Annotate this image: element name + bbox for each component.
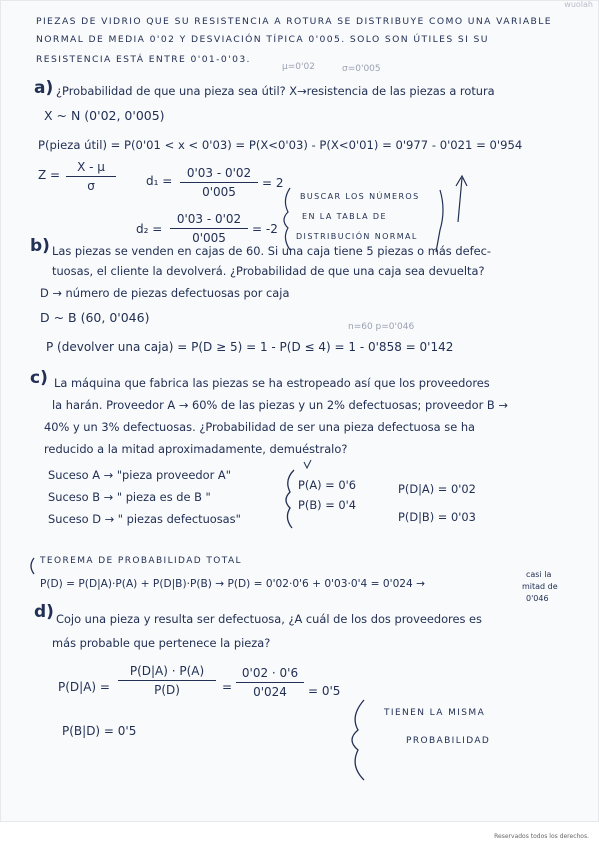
side-note-3: 0'046 bbox=[526, 594, 549, 603]
footer-rights: Reservados todos los derechos. bbox=[494, 833, 589, 840]
part-c-label: c) bbox=[30, 368, 48, 388]
part-a-note-3: DISTRIBUCIÓN NORMAL bbox=[296, 232, 418, 241]
suceso-b: Suceso B → " pieza es de B " bbox=[48, 490, 211, 504]
prob-a: P(A) = 0'6 bbox=[298, 478, 356, 492]
d2-numerator: 0'03 - 0'02 bbox=[176, 212, 242, 226]
bayes-value-fraction-bar bbox=[236, 682, 304, 683]
arrow-up-a bbox=[456, 176, 467, 222]
mu-note: μ=0'02 bbox=[282, 62, 315, 72]
d1-fraction-bar bbox=[180, 182, 258, 183]
d2-fraction-bar bbox=[170, 228, 248, 229]
part-b-line-3: D → número de piezas defectuosas por caja bbox=[40, 286, 290, 300]
d2-fraction bbox=[170, 212, 248, 245]
part-c-line-4: reducido a la mitad aproximadamente, demuéstralo? bbox=[44, 442, 348, 456]
sigma-note: σ=0'005 bbox=[342, 64, 381, 74]
d1-denominator: 0'005 bbox=[202, 185, 236, 199]
brace-a-right bbox=[436, 190, 443, 252]
d1-lhs: d₁ = bbox=[146, 174, 173, 188]
prob-b-given-d: P(B|D) = 0'5 bbox=[62, 724, 137, 738]
part-a-note-2: EN LA TABLA DE bbox=[302, 212, 387, 221]
d1-fraction bbox=[180, 166, 258, 199]
d2-denominator: 0'005 bbox=[192, 231, 226, 245]
brace-c bbox=[286, 470, 294, 528]
part-b-result: P (devolver una caja) = P(D ≥ 5) = 1 - P(D ≤ 4) = 1 - 0'858 = 0'142 bbox=[46, 340, 454, 354]
header-line-2: NORMAL DE MEDIA 0'02 Y DESVIACIÓN TÍPICA 0'005. SOLO SON ÚTILES SI SU bbox=[36, 34, 489, 45]
suceso-a: Suceso A → "pieza proveedor A" bbox=[48, 468, 231, 482]
z-lhs: Z = bbox=[38, 168, 61, 182]
bayes-fraction bbox=[118, 664, 216, 697]
part-c-line-3: 40% y un 3% defectuosas. ¿Probabilidad de ser una pieza defectuosa se ha bbox=[44, 420, 476, 434]
part-d-line-2: más probable que pertenece la pieza? bbox=[52, 636, 271, 650]
part-b-label: b) bbox=[30, 236, 50, 256]
part-d-note-2: PROBABILIDAD bbox=[406, 736, 491, 746]
bayes-equals: = bbox=[222, 680, 233, 694]
part-c-line-2: la harán. Proveedor A → 60% de las piezas y un 2% defectuosas; proveedor B → bbox=[52, 398, 508, 412]
part-a-question: ¿Probabilidad de que una pieza sea útil? X→resistencia de las piezas a rotura bbox=[56, 84, 495, 98]
z-numerator: X - μ bbox=[77, 160, 105, 174]
curly-c bbox=[31, 558, 34, 574]
bayes-result: = 0'5 bbox=[308, 684, 341, 698]
prob-d-given-b: P(D|B) = 0'03 bbox=[398, 510, 476, 524]
d2-result: = -2 bbox=[252, 222, 278, 236]
bayes-value-denominator: 0'024 bbox=[253, 685, 287, 699]
header-line-3: RESISTENCIA ESTÁ ENTRE 0'01-0'03. bbox=[36, 54, 251, 65]
tick-c bbox=[304, 460, 311, 468]
suceso-d: Suceso D → " piezas defectuosas" bbox=[48, 512, 241, 526]
z-fraction bbox=[66, 160, 116, 193]
part-b-line-2: tuosas, el cliente la devolverá. ¿Probabilidad de que una caja sea devuelta? bbox=[52, 264, 485, 278]
logo-watermark: wuolah bbox=[564, 0, 593, 9]
part-d-line-1: Cojo una pieza y resulta ser defectuosa, ¿A cuál de los dos proveedores es bbox=[56, 612, 482, 626]
bayes-fraction-bar bbox=[118, 680, 216, 681]
header-line-1: PIEZAS DE VIDRIO QUE SU RESISTENCIA A ROTURA SE DISTRIBUYE COMO UNA VARIABLE bbox=[36, 16, 552, 27]
total-probability-equation: P(D) = P(D|A)·P(A) + P(D|B)·P(B) → P(D) = 0'02·0'6 + 0'03·0'4 = 0'024 → bbox=[40, 578, 426, 590]
prob-b: P(B) = 0'4 bbox=[298, 498, 356, 512]
prob-d-given-a: P(D|A) = 0'02 bbox=[398, 482, 476, 496]
part-a-note-1: BUSCAR LOS NÚMEROS bbox=[300, 192, 420, 201]
bayes-value-fraction bbox=[236, 666, 304, 699]
brace-d bbox=[352, 700, 364, 780]
theorem-title: TEOREMA DE PROBABILIDAD TOTAL bbox=[40, 556, 242, 566]
part-b-side-note: n=60 p=0'046 bbox=[348, 322, 415, 332]
part-a-probability-equation: P(pieza útil) = P(0'01 < x < 0'03) = P(X<0'03) - P(X<0'01) = 0'977 - 0'021 = 0'954 bbox=[38, 138, 523, 152]
part-b-line-1: Las piezas se venden en cajas de 60. Si una caja tiene 5 piezas o más defec- bbox=[52, 244, 491, 258]
part-a-distribution: X ~ N (0'02, 0'005) bbox=[44, 108, 165, 123]
brace-a bbox=[284, 188, 290, 250]
d2-lhs: d₂ = bbox=[136, 222, 163, 236]
bayes-lhs: P(D|A) = bbox=[58, 680, 110, 694]
bayes-numerator: P(D|A) · P(A) bbox=[129, 664, 205, 678]
d1-numerator: 0'03 - 0'02 bbox=[186, 166, 252, 180]
part-c-line-1: La máquina que fabrica las piezas se ha estropeado así que los proveedores bbox=[54, 376, 490, 390]
side-note-1: casi la bbox=[526, 570, 552, 579]
z-denominator: σ bbox=[87, 179, 95, 193]
d1-result: = 2 bbox=[262, 176, 284, 190]
side-note-2: mitad de bbox=[522, 582, 558, 591]
part-a-label: a) bbox=[34, 78, 54, 98]
part-b-distribution: D ~ B (60, 0'046) bbox=[40, 310, 150, 325]
z-fraction-bar bbox=[66, 176, 116, 177]
bayes-value-numerator: 0'02 · 0'6 bbox=[241, 666, 299, 680]
part-d-label: d) bbox=[34, 602, 54, 622]
part-d-note-1: TIENEN LA MISMA bbox=[384, 708, 486, 718]
bayes-denominator: P(D) bbox=[154, 683, 180, 697]
